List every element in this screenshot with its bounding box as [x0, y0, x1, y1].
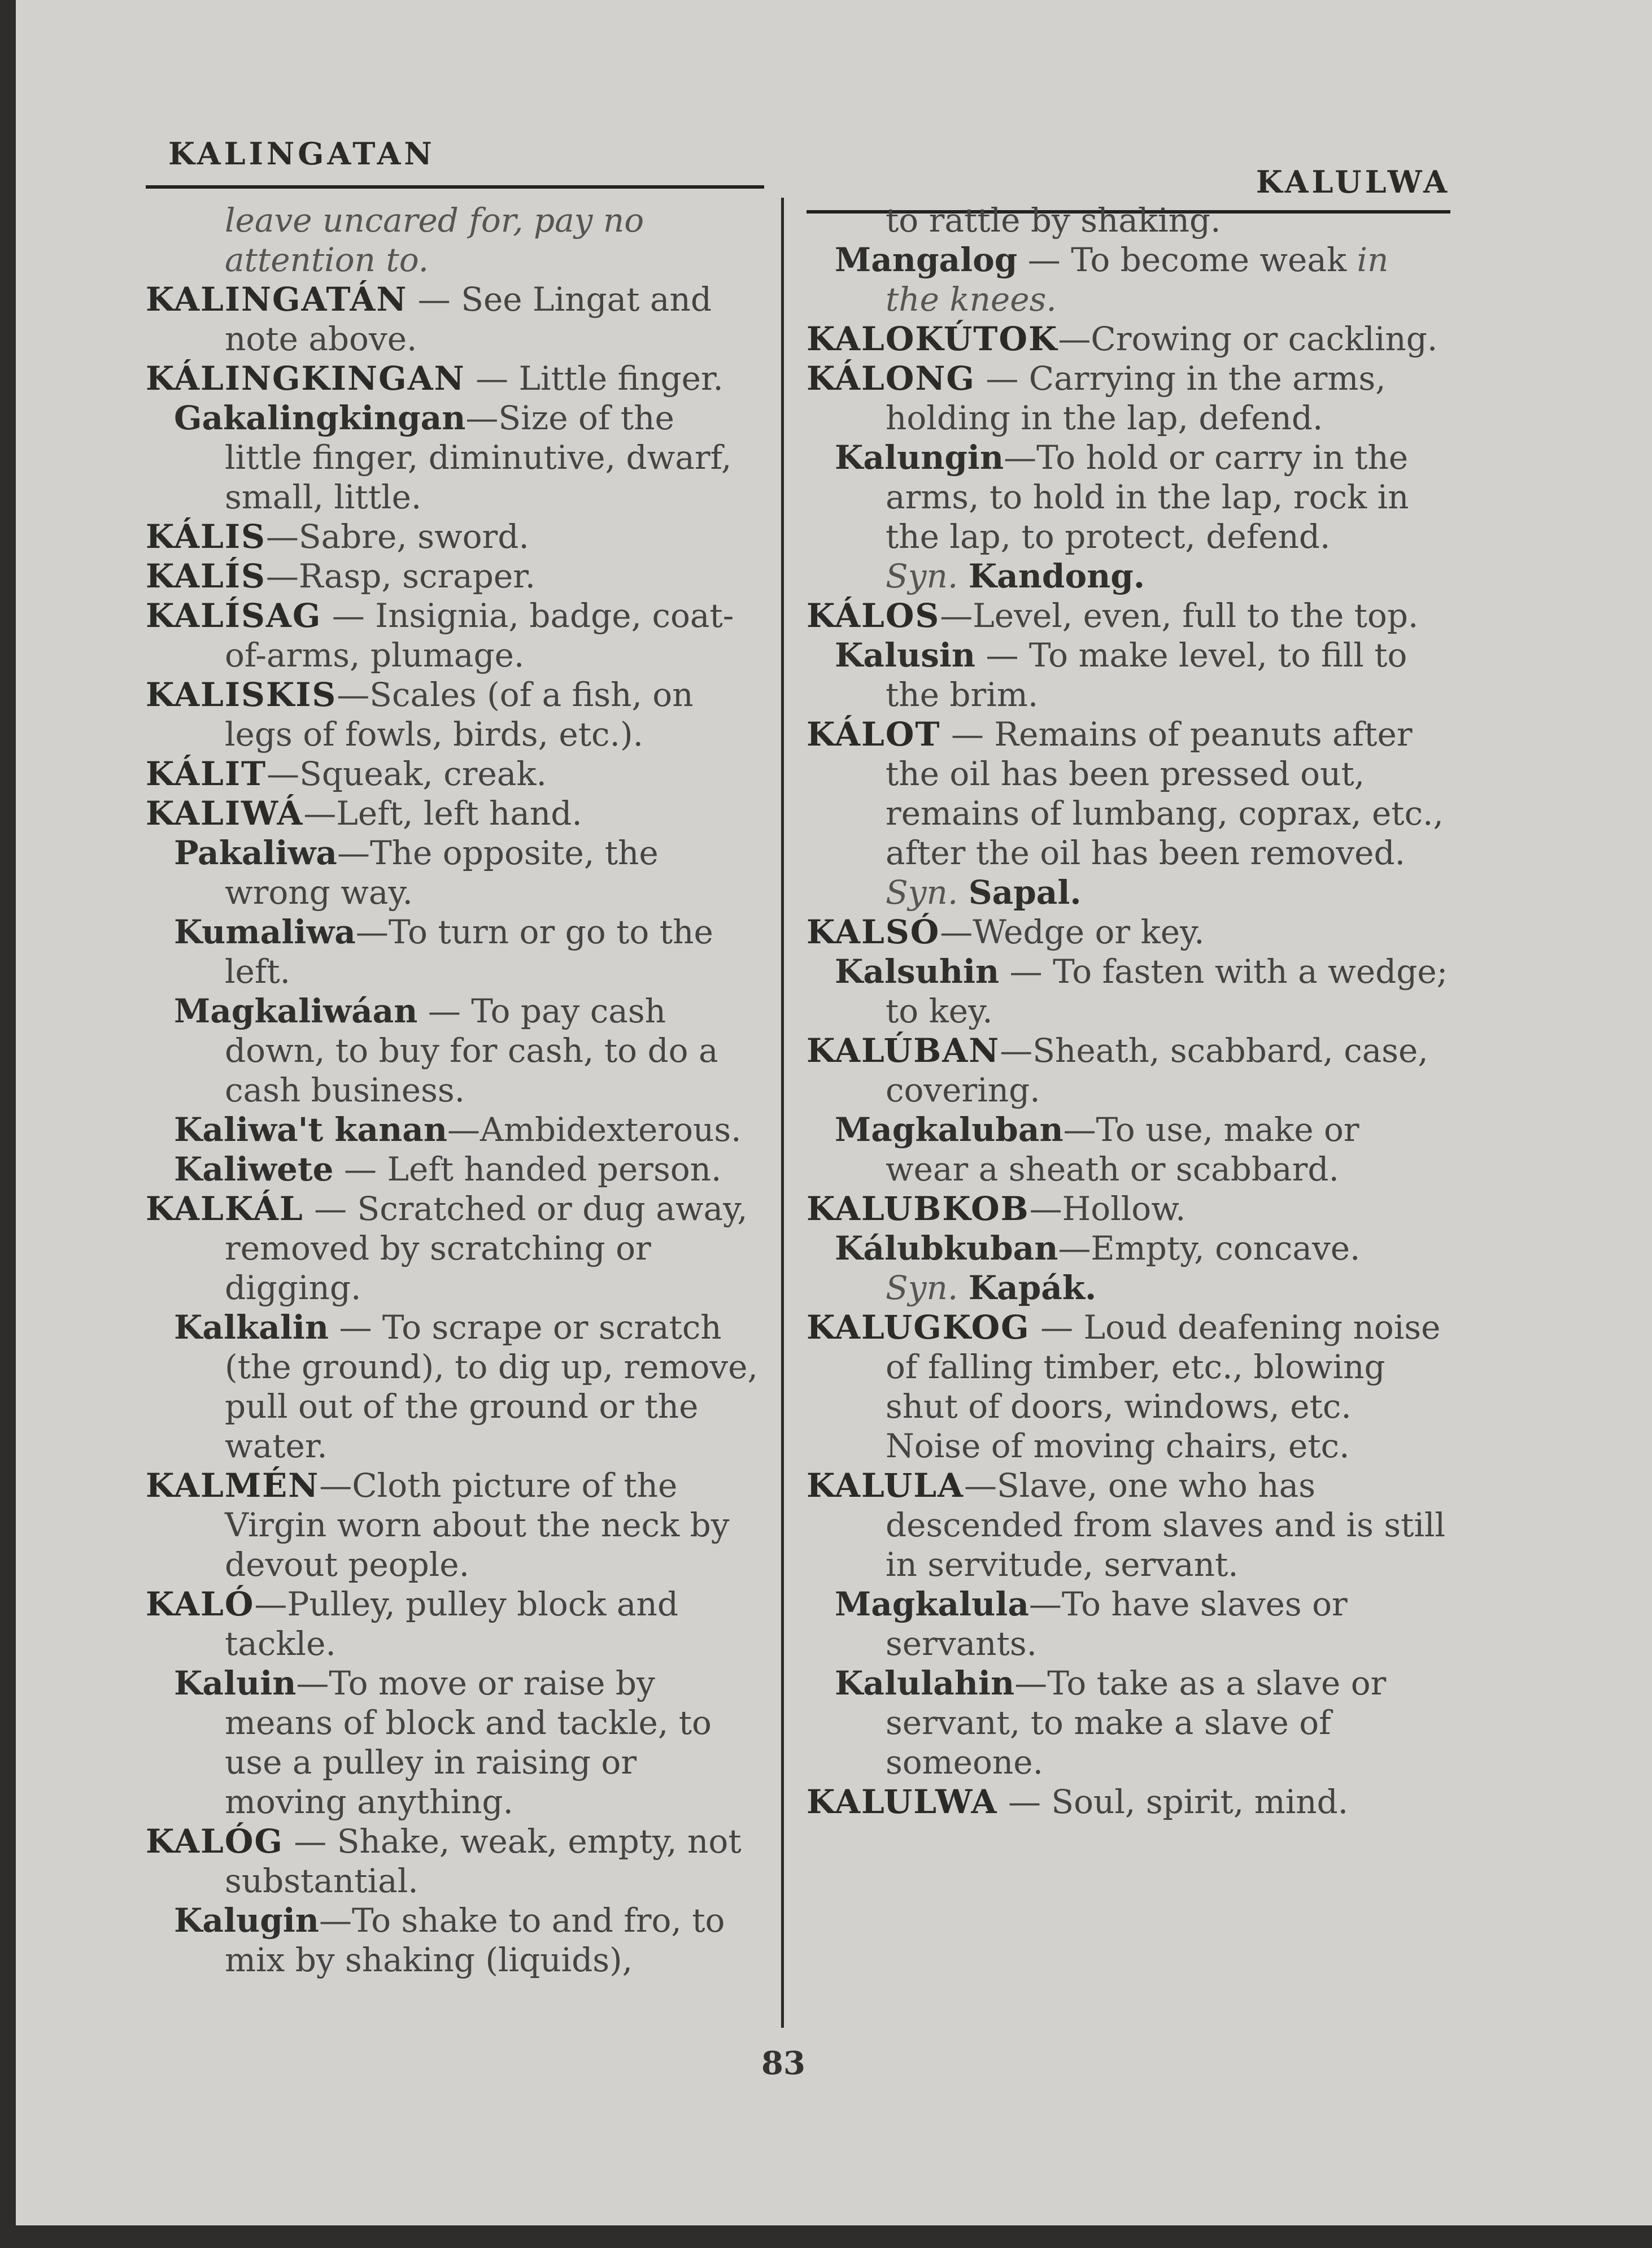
- header-rule-left: [146, 185, 764, 189]
- entry-headword: KÁLIS: [146, 517, 266, 556]
- entry-headword: KALULA: [807, 1466, 965, 1505]
- left-column: [146, 201, 761, 1980]
- subentry-headword: Kalusin: [835, 636, 976, 674]
- entry-definition: —To turn or go to the left.: [225, 913, 713, 991]
- synonym-label: Syn.: [886, 557, 958, 595]
- entry-definition: — See Lingat and note above.: [225, 280, 712, 358]
- entry-definition: —Ambidexterous.: [447, 1110, 742, 1149]
- subentry: [807, 1110, 1450, 1189]
- running-head-left: KALINGATAN: [168, 136, 435, 172]
- subentry: [807, 952, 1450, 1031]
- entry-definition: —Pulley, pulley block and tackle.: [225, 1585, 678, 1663]
- entry-definition: —Crowing or cackling.: [1058, 320, 1438, 358]
- subentry-headword: Kalungin: [835, 438, 1004, 477]
- entry-definition: — Little finger.: [465, 359, 723, 398]
- continuation-text: to rattle by shaking.: [886, 201, 1221, 239]
- entry-definition: — To scrape or scratch (the ground), to dig up, remove, pull out of the ground or the water.: [225, 1308, 758, 1465]
- entry-definition: —Empty, concave.: [1058, 1229, 1361, 1267]
- entry-definition: —The opposite, the wrong way.: [225, 834, 659, 912]
- subentry: [146, 1110, 761, 1149]
- entry-headword: KALÚBAN: [807, 1031, 1000, 1070]
- dictionary-entry: [146, 754, 761, 794]
- running-head-right: KALULWA: [1256, 164, 1450, 200]
- synonym-word: Sapal.: [968, 873, 1082, 912]
- dictionary-entry: [807, 715, 1450, 873]
- entry-definition: —Squeak, creak.: [267, 755, 547, 793]
- entry-definition: — Carrying in the arms, holding in the lap, defend.: [886, 359, 1386, 437]
- subentry: [146, 991, 761, 1110]
- entry-headword: KALÍSAG: [146, 596, 322, 635]
- dictionary-entry: [146, 1189, 761, 1308]
- dictionary-entry: [807, 1308, 1450, 1466]
- entry-definition: —Sheath, scabbard, case, covering.: [886, 1031, 1428, 1109]
- dictionary-entry: [807, 1189, 1450, 1228]
- entry-headword: KALMÉN: [146, 1466, 320, 1505]
- entry-definition: — To become weak: [1017, 241, 1357, 279]
- dictionary-entry: [146, 280, 761, 359]
- dictionary-entry: [146, 1584, 761, 1663]
- dictionary-entry: [146, 675, 761, 754]
- synonym-label: Syn.: [886, 1269, 958, 1307]
- entry-headword: KALULWA: [807, 1783, 998, 1821]
- entry-definition: —Hollow.: [1029, 1190, 1186, 1228]
- subentry: [807, 1228, 1450, 1268]
- subentry-headword: Gakalingkingan: [174, 399, 466, 437]
- subentry: [146, 912, 761, 991]
- page-number: 83: [761, 2045, 805, 2082]
- entry-definition: — Insignia, badge, coat-of-arms, plumage.: [225, 596, 734, 674]
- dictionary-entry: [146, 1822, 761, 1901]
- subentry-headword: Magkaluban: [835, 1110, 1063, 1149]
- entry-definition-italic: in the knees.: [886, 241, 1389, 319]
- entry-headword: KALUBKOB: [807, 1190, 1030, 1228]
- subentry-headword: Magkaliwáan: [174, 992, 418, 1030]
- subentry-headword: Kumaliwa: [174, 913, 356, 951]
- right-column: [807, 201, 1450, 1822]
- subentry: [146, 1901, 761, 1980]
- page-content: [146, 113, 1450, 2158]
- entry-definition: — Soul, spirit, mind.: [997, 1783, 1349, 1821]
- dictionary-entry: [807, 1782, 1450, 1822]
- entry-definition: —Scales (of a fish, on legs of fowls, birds, etc.).: [225, 676, 694, 753]
- dictionary-entry: [807, 359, 1450, 438]
- subentry: [807, 1584, 1450, 1663]
- entry-definition: —Size of the little finger, diminutive, dwarf, small, little.: [225, 399, 732, 516]
- subentry-headword: Kalkalin: [174, 1308, 329, 1347]
- subentry-headword: Magkalula: [835, 1585, 1029, 1623]
- entry-headword: KÁLOS: [807, 596, 940, 635]
- entry-definition: —Sabre, sword.: [265, 517, 529, 556]
- entry-headword: KALINGATÁN: [146, 280, 408, 319]
- dictionary-entry: [807, 912, 1450, 952]
- entry-headword: KALKÁL: [146, 1190, 304, 1228]
- entry-definition: — Scratched or dug away, removed by scratching or digging.: [225, 1190, 748, 1307]
- entry-definition: — To fasten with a wedge; to key.: [886, 952, 1448, 1030]
- entry-headword: KALÓ: [146, 1585, 255, 1623]
- dictionary-entry: [146, 794, 761, 833]
- entry-headword: KÁLONG: [807, 359, 975, 398]
- entry-headword: KÁLINGKINGAN: [146, 359, 465, 398]
- dictionary-entry: [146, 517, 761, 556]
- synonym-line: [807, 1268, 1450, 1308]
- entry-definition: —Rasp, scraper.: [265, 557, 535, 595]
- dictionary-entry: [807, 319, 1450, 359]
- dictionary-entry: [146, 1466, 761, 1584]
- synonym-line: [807, 556, 1450, 596]
- entry-definition: —To use, make or wear a sheath or scabbard.: [886, 1110, 1359, 1188]
- entry-definition: —To have slaves or servants.: [886, 1585, 1348, 1663]
- subentry: [807, 240, 1450, 319]
- subentry-headword: Pakaliwa: [174, 834, 337, 872]
- entry-headword: KALISKIS: [146, 676, 337, 714]
- subentry-headword: Kaluin: [174, 1664, 297, 1702]
- dictionary-entry: [146, 359, 761, 398]
- synonym-label: Syn.: [886, 873, 958, 912]
- entry-definition: —Level, even, full to the top.: [940, 596, 1419, 635]
- entry-headword: KÁLOT: [807, 715, 941, 753]
- dictionary-entry: [807, 1031, 1450, 1110]
- subentry-headword: Kalsuhin: [835, 952, 1000, 991]
- entry-definition: —To move or raise by means of block and tackle, to use a pulley in raising or moving anything.: [225, 1664, 712, 1821]
- subentry-headword: Kálubkuban: [835, 1229, 1058, 1267]
- subentry-headword: Kaliwete: [174, 1150, 334, 1188]
- entry-definition: — Remains of peanuts after the oil has been pressed out, remains of lumbang, coprax, etc., after the oil has been removed.: [886, 715, 1444, 872]
- subentry: [146, 1308, 761, 1466]
- synonym-word: Kandong.: [968, 557, 1145, 595]
- dictionary-entry: [146, 596, 761, 675]
- subentry: [146, 398, 761, 517]
- subentry: [146, 833, 761, 912]
- subentry-headword: Kalulahin: [835, 1664, 1015, 1702]
- column-divider: [781, 198, 784, 2028]
- subentry-headword: Kaliwa't kanan: [174, 1110, 447, 1149]
- dictionary-entry: [146, 556, 761, 596]
- entry-definition: — Loud deafening noise of falling timber, etc., blowing shut of doors, windows, etc. Noise of moving chairs, etc.: [886, 1308, 1441, 1465]
- entry-definition: — To make level, to fill to the brim.: [886, 636, 1407, 714]
- entry-definition: — Left handed person.: [333, 1150, 722, 1188]
- dictionary-page: [16, 0, 1652, 2225]
- subentry: [146, 1149, 761, 1189]
- entry-definition: —To hold or carry in the arms, to hold in the lap, rock in the lap, to protect, defend.: [886, 438, 1409, 556]
- entry-headword: KÁLIT: [146, 755, 267, 793]
- continuation-text: leave uncared for, pay no attention to.: [225, 201, 644, 279]
- subentry: [146, 1663, 761, 1822]
- subentry: [807, 1663, 1450, 1782]
- entry-definition: —Cloth picture of the Virgin worn about the neck by devout people.: [225, 1466, 730, 1584]
- subentry-headword: Kalugin: [174, 1901, 319, 1940]
- entry-definition: —To shake to and fro, to mix by shaking (liquids),: [225, 1901, 725, 1979]
- entry-definition: — To pay cash down, to buy for cash, to do a cash business.: [225, 992, 718, 1109]
- entry-definition: —Slave, one who has descended from slaves and is still in servitude, servant.: [886, 1466, 1446, 1584]
- entry-headword: KALIWÁ: [146, 794, 304, 833]
- entry-definition: —Wedge or key.: [940, 913, 1205, 951]
- synonym-line: [807, 873, 1450, 912]
- dictionary-entry: [807, 1466, 1450, 1584]
- entry-definition: — Shake, weak, empty, not substantial.: [225, 1822, 742, 1900]
- subentry-headword: Mangalog: [835, 241, 1018, 279]
- entry-headword: KALOKÚTOK: [807, 320, 1058, 358]
- entry-definition: —To take as a slave or servant, to make a slave of someone.: [886, 1664, 1387, 1781]
- entry-headword: KALSÓ: [807, 913, 940, 951]
- entry-definition: —Left, left hand.: [303, 794, 582, 833]
- subentry: [807, 635, 1450, 715]
- entry-headword: KALUGKOG: [807, 1308, 1030, 1347]
- synonym-word: Kapák.: [968, 1269, 1097, 1307]
- entry-headword: KALÍS: [146, 557, 266, 595]
- dictionary-entry: [807, 596, 1450, 635]
- subentry: [807, 438, 1450, 556]
- entry-headword: KALÓG: [146, 1822, 284, 1861]
